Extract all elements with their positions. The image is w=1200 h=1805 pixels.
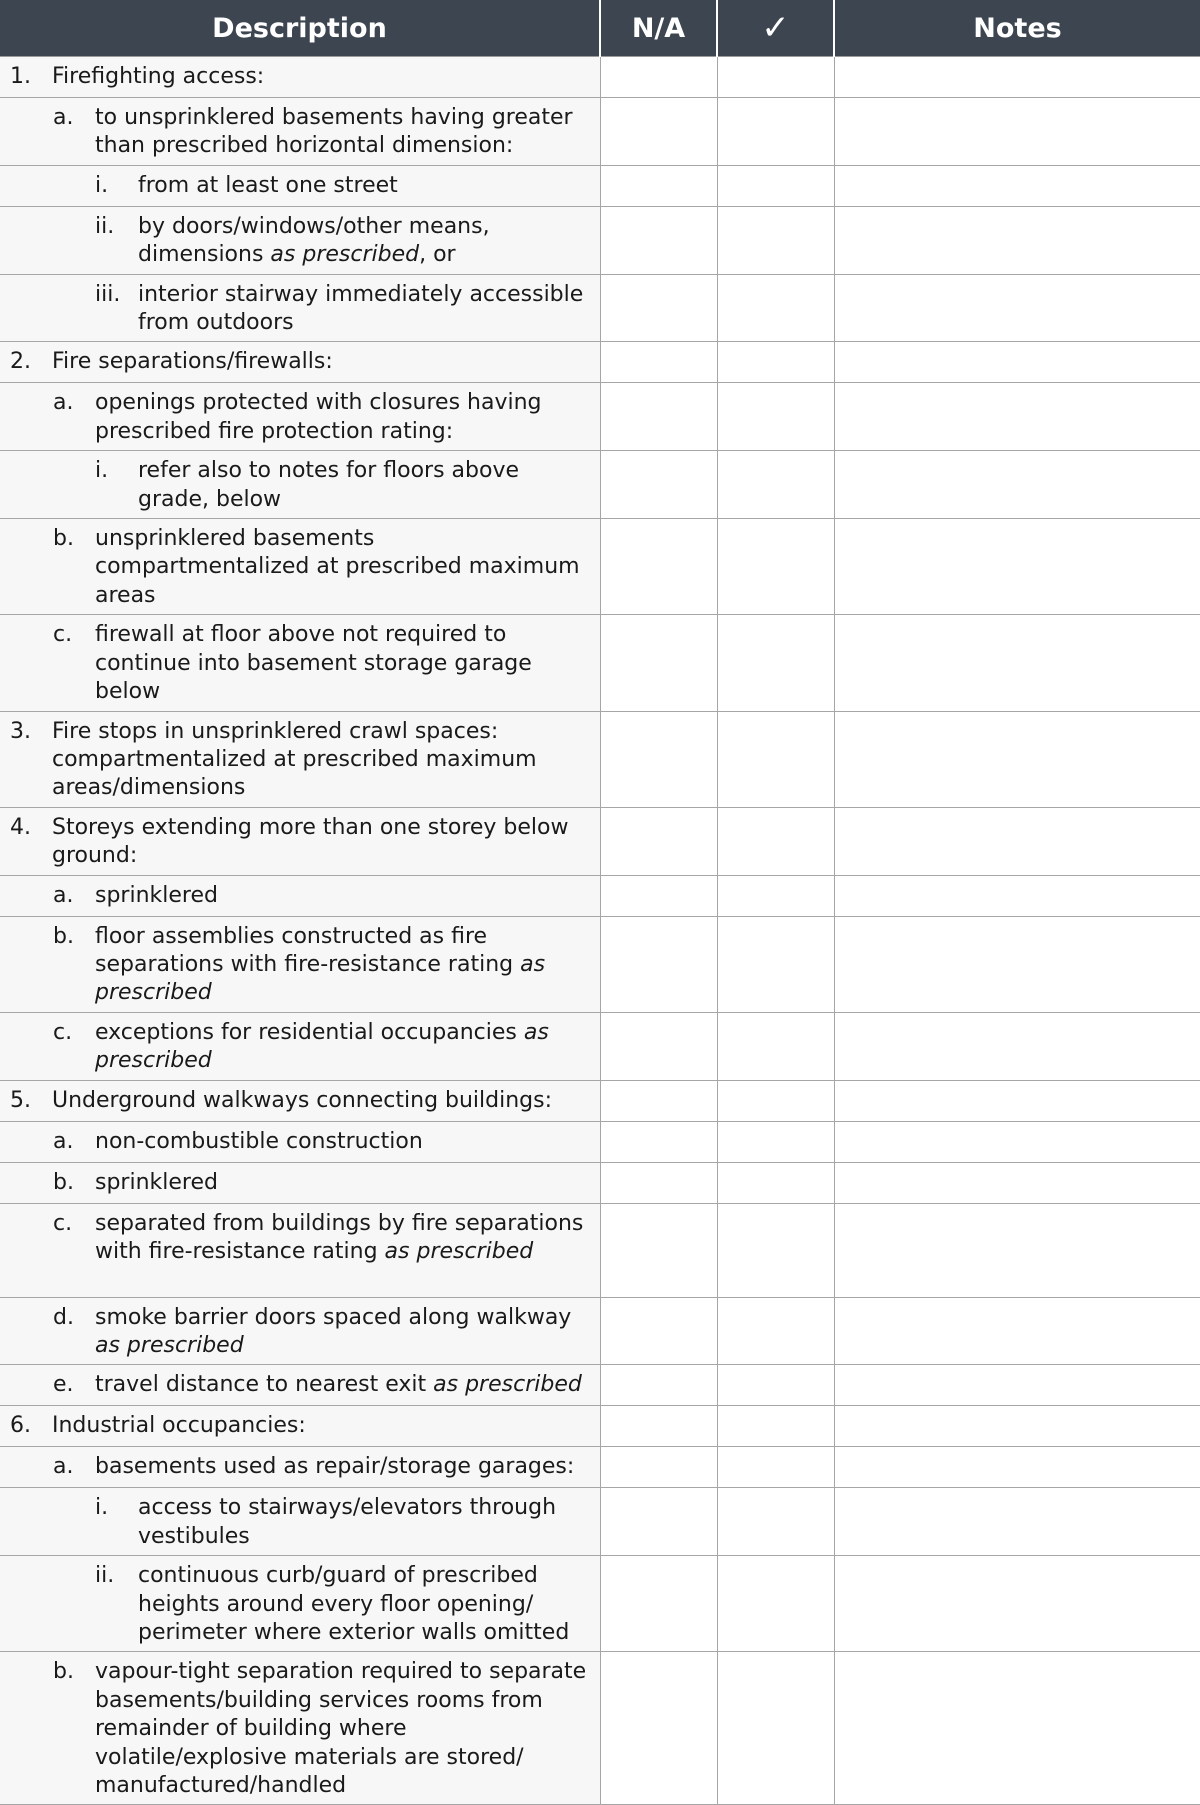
notes-cell[interactable] (834, 519, 1200, 615)
na-cell[interactable] (600, 1121, 717, 1162)
item-text: , or (419, 242, 456, 268)
description-header: Description (0, 0, 600, 57)
description-cell (0, 451, 600, 519)
item-text: floor assemblies constructed as fire separations with fire-resistance rating (95, 923, 521, 977)
description-cell (0, 1297, 600, 1365)
check-cell[interactable] (717, 1121, 834, 1162)
item-marker: b. (53, 923, 74, 949)
item-text: vapour-tight separation required to separate basements/building services rooms from remainder of building where volatile/explosive materials are stored/ manufactured/handled (95, 1659, 587, 1799)
item-text: smoke barrier doors spaced along walkway (95, 1304, 572, 1330)
notes-cell[interactable] (834, 711, 1200, 807)
check-cell[interactable] (717, 342, 834, 383)
na-cell[interactable] (600, 1080, 717, 1121)
item-marker: ii. (95, 213, 115, 239)
notes-cell[interactable] (834, 1406, 1200, 1447)
na-cell[interactable] (600, 1012, 717, 1080)
description-cell (0, 1556, 600, 1652)
na-cell[interactable] (600, 57, 717, 98)
na-cell[interactable] (600, 383, 717, 451)
item-marker: a. (53, 105, 74, 130)
item-marker: c. (53, 622, 73, 648)
checklist-item (0, 383, 600, 450)
description-cell (0, 615, 600, 711)
checklist-item (0, 615, 600, 710)
item-marker: a. (53, 1454, 74, 1480)
check-cell[interactable] (717, 57, 834, 98)
notes-cell[interactable] (834, 1162, 1200, 1203)
checklist-row (0, 451, 1200, 519)
checklist-item (0, 1013, 600, 1080)
checklist-row (0, 274, 1200, 342)
checklist-row (0, 1080, 1200, 1121)
item-marker: 4. (10, 814, 31, 840)
na-cell[interactable] (600, 916, 717, 1012)
checklist-item (0, 876, 600, 914)
item-marker: 2. (10, 349, 31, 375)
notes-cell[interactable] (834, 1365, 1200, 1406)
item-marker: a. (53, 882, 74, 908)
notes-cell[interactable] (834, 1121, 1200, 1162)
item-text-emphasis: as prescribed (384, 1238, 534, 1264)
item-text: Fire separations/firewalls: (52, 349, 333, 375)
na-cell[interactable] (600, 1297, 717, 1365)
checklist-row (0, 1365, 1200, 1406)
item-text: Industrial occupancies: (52, 1413, 306, 1439)
checklist-item (0, 342, 600, 380)
checklist-item (0, 1365, 600, 1403)
check-cell[interactable] (717, 916, 834, 1012)
check-cell[interactable] (717, 807, 834, 875)
notes-cell[interactable] (834, 807, 1200, 875)
checkmark-header (717, 0, 834, 57)
notes-header: Notes (834, 0, 1200, 57)
checklist-row (0, 1447, 1200, 1488)
item-marker: c. (53, 1019, 73, 1045)
check-cell[interactable] (717, 1365, 834, 1406)
notes-cell[interactable] (834, 165, 1200, 206)
checklist-item (0, 57, 600, 95)
item-text-emphasis: as prescribed (433, 1372, 582, 1398)
description-cell (0, 1203, 600, 1297)
checklist-item (0, 1204, 600, 1271)
na-cell[interactable] (600, 274, 717, 342)
item-text-emphasis: as prescribed (270, 242, 420, 268)
description-cell (0, 165, 600, 206)
description-cell (0, 711, 600, 807)
check-cell[interactable] (717, 1080, 834, 1121)
item-marker: 1. (10, 64, 31, 89)
item-text-emphasis: as prescribed (95, 1332, 244, 1358)
item-text: separated from buildings by fire separations with fire-resistance rating (95, 1210, 584, 1264)
notes-cell[interactable] (834, 57, 1200, 98)
notes-cell[interactable] (834, 916, 1200, 1012)
checklist-row (0, 1297, 1200, 1365)
item-marker: i. (95, 1495, 109, 1521)
checklist-row (0, 1556, 1200, 1652)
item-text: openings protected with closures having prescribed fire protection rating: (95, 390, 542, 444)
description-cell (0, 1080, 600, 1121)
item-text: refer also to notes for floors above grade, below (138, 458, 520, 512)
item-marker: 5. (10, 1087, 31, 1113)
item-marker: d. (53, 1304, 74, 1330)
checklist-item (0, 1163, 600, 1201)
na-cell[interactable] (600, 1365, 717, 1406)
description-cell (0, 206, 600, 274)
description-cell (0, 1488, 600, 1556)
na-cell[interactable] (600, 807, 717, 875)
checklist-item (0, 1122, 600, 1160)
item-text: exceptions for residential occupancies (95, 1019, 524, 1045)
check-cell[interactable] (717, 451, 834, 519)
item-text: travel distance to nearest exit (95, 1372, 434, 1398)
check-cell[interactable] (717, 383, 834, 451)
item-marker: iii. (95, 281, 121, 307)
checklist-item (0, 1652, 600, 1804)
check-cell[interactable] (717, 1447, 834, 1488)
description-cell (0, 1365, 600, 1406)
item-text: sprinklered (95, 1169, 218, 1195)
notes-cell[interactable] (834, 206, 1200, 274)
na-cell[interactable] (600, 1488, 717, 1556)
item-text: by doors/windows/other means, dimensions (138, 213, 490, 268)
checklist-item (0, 275, 600, 342)
checklist-row (0, 206, 1200, 274)
item-text: sprinklered (95, 882, 218, 908)
checklist-row (0, 807, 1200, 875)
item-text: firewall at floor above not required to continue into basement storage garage below (95, 622, 532, 705)
notes-cell[interactable] (834, 1203, 1200, 1297)
checklist-item (0, 1488, 600, 1555)
item-text: to unsprinklered basements having greater than prescribed horizontal dimension: (95, 105, 573, 159)
checklist-row (0, 1203, 1200, 1297)
na-cell[interactable] (600, 615, 717, 711)
notes-cell[interactable] (834, 1652, 1200, 1805)
na-cell[interactable] (600, 1652, 717, 1805)
na-header: N/A (600, 0, 717, 57)
check-cell[interactable] (717, 1162, 834, 1203)
check-cell[interactable] (717, 615, 834, 711)
item-marker: ii. (95, 1563, 115, 1589)
item-marker: b. (53, 1659, 74, 1685)
item-marker: i. (95, 458, 109, 484)
description-cell (0, 98, 600, 166)
checklist-item (0, 519, 600, 614)
item-text-emphasis: as prescribed (95, 951, 546, 1006)
checklist-item (0, 917, 600, 1012)
item-marker: b. (53, 1169, 74, 1195)
notes-cell[interactable] (834, 383, 1200, 451)
notes-cell[interactable] (834, 615, 1200, 711)
checklist-row (0, 711, 1200, 807)
na-cell[interactable] (600, 98, 717, 166)
item-marker: a. (53, 1128, 74, 1154)
checklist-row (0, 165, 1200, 206)
checklist-row (0, 1121, 1200, 1162)
checklist-row (0, 916, 1200, 1012)
description-cell (0, 1447, 600, 1488)
item-marker: i. (95, 172, 109, 198)
checklist-item (0, 808, 600, 875)
item-marker: c. (53, 1210, 73, 1236)
checklist-item (0, 1447, 600, 1485)
checklist-item (0, 712, 600, 807)
notes-cell[interactable] (834, 451, 1200, 519)
check-cell[interactable] (717, 165, 834, 206)
checklist-item (0, 1298, 600, 1365)
description-cell (0, 274, 600, 342)
description-cell (0, 519, 600, 615)
check-cell[interactable] (717, 1488, 834, 1556)
description-cell (0, 1652, 600, 1805)
checklist-item (0, 451, 600, 518)
item-text: Firefighting access: (52, 64, 265, 89)
na-cell[interactable] (600, 519, 717, 615)
na-cell[interactable] (600, 165, 717, 206)
checklist-item (0, 1556, 600, 1651)
notes-cell[interactable] (834, 342, 1200, 383)
check-cell[interactable] (717, 711, 834, 807)
item-marker: 6. (10, 1413, 31, 1439)
checklist-row (0, 98, 1200, 166)
na-cell[interactable] (600, 1162, 717, 1203)
notes-cell[interactable] (834, 875, 1200, 916)
item-text: basements used as repair/storage garages: (95, 1454, 575, 1480)
checklist-row (0, 57, 1200, 98)
checklist-item (0, 98, 600, 165)
checklist-row (0, 519, 1200, 615)
item-text: Fire stops in unsprinklered crawl spaces: compartmentalized at prescribed maximum areas/dimensions (52, 718, 537, 801)
description-cell (0, 1012, 600, 1080)
na-cell[interactable] (600, 1447, 717, 1488)
description-cell (0, 342, 600, 383)
description-cell (0, 383, 600, 451)
notes-cell[interactable] (834, 1556, 1200, 1652)
notes-cell[interactable] (834, 1012, 1200, 1080)
item-marker: a. (53, 390, 74, 416)
checklist-row (0, 1652, 1200, 1805)
notes-cell[interactable] (834, 274, 1200, 342)
checklist-item (0, 207, 600, 274)
item-text: Storeys extending more than one storey below ground: (52, 814, 569, 869)
check-cell[interactable] (717, 1203, 834, 1297)
checklist-item (0, 1406, 600, 1444)
na-cell[interactable] (600, 875, 717, 916)
item-text: access to stairways/elevators through vestibules (138, 1495, 557, 1549)
notes-cell[interactable] (834, 98, 1200, 166)
check-cell[interactable] (717, 206, 834, 274)
checklist-row (0, 1488, 1200, 1556)
item-text: non-combustible construction (95, 1128, 423, 1154)
check-cell[interactable] (717, 98, 834, 166)
checklist-row (0, 1162, 1200, 1203)
notes-cell[interactable] (834, 1297, 1200, 1365)
header-row (0, 0, 1200, 57)
notes-cell[interactable] (834, 1080, 1200, 1121)
checklist-row (0, 1012, 1200, 1080)
checklist-item (0, 166, 600, 204)
check-cell[interactable] (717, 1297, 834, 1365)
description-cell (0, 1121, 600, 1162)
item-marker: e. (53, 1372, 74, 1398)
checklist-row (0, 342, 1200, 383)
na-cell[interactable] (600, 451, 717, 519)
item-text: continuous curb/guard of prescribed heights around every floor opening/ perimeter where exterior walls omitted (138, 1563, 570, 1645)
na-cell[interactable] (600, 711, 717, 807)
na-cell[interactable] (600, 206, 717, 274)
check-cell[interactable] (717, 1652, 834, 1805)
description-cell (0, 807, 600, 875)
na-cell[interactable] (600, 1556, 717, 1652)
notes-cell[interactable] (834, 1488, 1200, 1556)
checkmark-icon: ✓ (761, 8, 790, 48)
checklist-row (0, 1406, 1200, 1447)
na-cell[interactable] (600, 1203, 717, 1297)
description-cell (0, 916, 600, 1012)
check-cell[interactable] (717, 274, 834, 342)
item-text: Underground walkways connecting buildings: (52, 1087, 553, 1113)
item-text: unsprinklered basements compartmentalized at prescribed maximum areas (95, 526, 580, 608)
na-cell[interactable] (600, 1406, 717, 1447)
check-cell[interactable] (717, 1406, 834, 1447)
checklist-item (0, 1081, 600, 1119)
description-cell (0, 875, 600, 916)
check-cell[interactable] (717, 875, 834, 916)
item-marker: 3. (10, 718, 31, 744)
item-marker: b. (53, 526, 74, 552)
item-text: from at least one street (138, 172, 398, 198)
description-cell (0, 57, 600, 98)
check-cell[interactable] (717, 519, 834, 615)
checklist-row (0, 615, 1200, 711)
checklist-row (0, 875, 1200, 916)
check-cell[interactable] (717, 1556, 834, 1652)
item-text: interior stairway immediately accessible from outdoors (138, 281, 584, 336)
na-cell[interactable] (600, 342, 717, 383)
description-cell (0, 1406, 600, 1447)
notes-cell[interactable] (834, 1447, 1200, 1488)
item-text-emphasis: as prescribed (95, 1019, 549, 1074)
description-cell (0, 1162, 600, 1203)
check-cell[interactable] (717, 1012, 834, 1080)
checklist-row (0, 383, 1200, 451)
